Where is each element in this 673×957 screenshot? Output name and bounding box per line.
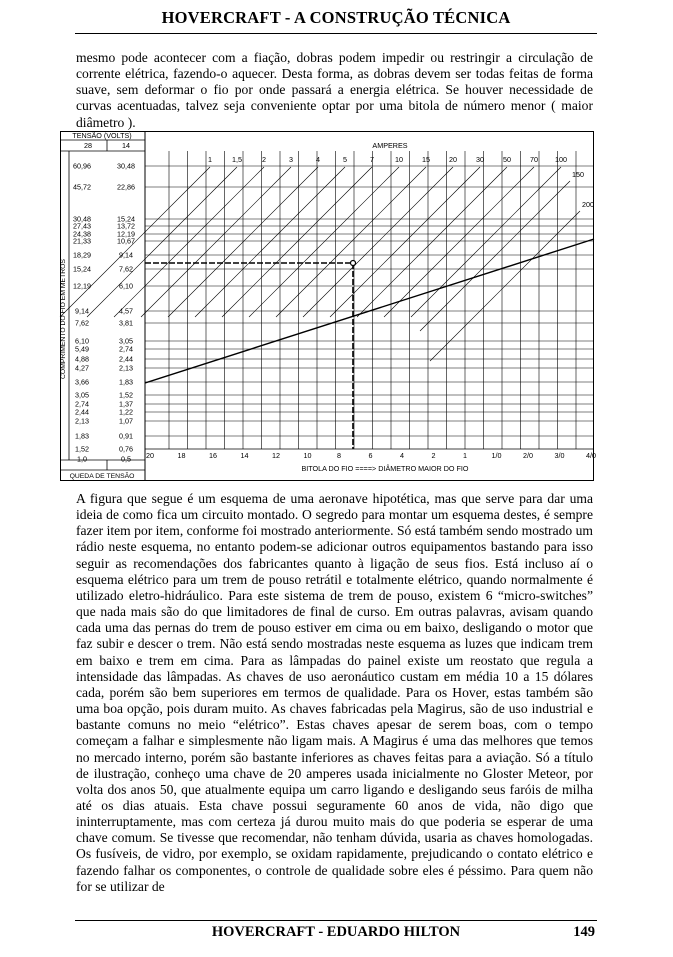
- length-14v-label: 4,57: [119, 306, 133, 316]
- ampere-tick-label: 70: [530, 155, 538, 164]
- length-14v-label: 0,91: [119, 431, 133, 441]
- length-28v-label: 3,66: [75, 377, 89, 387]
- length-14v-label: 3,05: [119, 336, 133, 346]
- ampere-tick-label: 20: [449, 155, 457, 164]
- length-28v-label: 15,24: [73, 264, 91, 274]
- length-14v-label: 7,62: [119, 264, 133, 274]
- length-28v-label: 21,33: [73, 236, 91, 246]
- voltage-header: TENSÃO (VOLTS): [72, 131, 132, 140]
- length-14v-label: 0,76: [119, 444, 133, 454]
- length-28v-label: 4,27: [75, 363, 89, 373]
- amperes-label: AMPERES: [372, 141, 408, 150]
- length-28v-label: 7,62: [75, 318, 89, 328]
- voltage-28-label: 28: [84, 141, 92, 150]
- length-28v-label: 45,72: [73, 182, 91, 192]
- ampere-tick-label: 10: [395, 155, 403, 164]
- header-title: HOVERCRAFT - A CONSTRUÇÃO TÉCNICA: [161, 8, 511, 27]
- ampere-tick-label: 15: [422, 155, 430, 164]
- gauge-tick-label: 18: [177, 451, 186, 460]
- length-28v-label: 24,38: [73, 229, 91, 239]
- wire-gauge-chart: [60, 131, 594, 481]
- length-14v-label: 2,74: [119, 344, 133, 354]
- length-28v-label: 27,43: [73, 221, 91, 231]
- ampere-tick-label: 100: [555, 155, 567, 164]
- length-14v-label: 30,48: [117, 161, 135, 171]
- ampere-diagonal-14: [420, 181, 570, 331]
- gauge-tick-label: 14: [240, 451, 249, 460]
- ampere-tick-label: 1: [208, 155, 212, 164]
- ampere-diagonal-9: [303, 167, 453, 317]
- length-28v-label: 18,29: [73, 250, 91, 260]
- gauge-tick-label: 4/0: [586, 451, 596, 460]
- gauge-tick-label: 16: [209, 451, 217, 460]
- length-14v-label: 9,14: [119, 250, 133, 260]
- length-14v-label: 6,10: [119, 281, 133, 291]
- ampere-diagonal-13: [411, 167, 561, 317]
- length-14v-label: 2,44: [119, 354, 133, 364]
- ampere-diagonal-11: [357, 167, 507, 317]
- ampere-tick-label: 3: [289, 155, 293, 164]
- voltage-14-label: 14: [122, 141, 130, 150]
- gauge-tick-label: 8: [337, 451, 341, 460]
- gauge-tick-label: 3/0: [554, 451, 565, 460]
- ampere-diagonal-7: [249, 167, 399, 317]
- length-14v-label: 1,83: [119, 377, 133, 387]
- length-28v-label: 5,49: [75, 344, 89, 354]
- gauge-tick-label: 6: [368, 451, 373, 460]
- ampere-tick-label: 7: [370, 155, 374, 164]
- gauge-tick-label: 4: [400, 451, 404, 460]
- length-28v-label: 2,74: [75, 399, 89, 409]
- length-14v-label: 15,24: [117, 214, 135, 224]
- length-14v-label: 13,72: [117, 221, 135, 231]
- y-axis-label: COMPRIMENTO DO FIO EM METROS: [60, 259, 67, 379]
- length-28v-label: 6,10: [75, 336, 89, 346]
- gauge-tick-label: 12: [272, 451, 280, 460]
- length-28v-label: 4,88: [75, 354, 89, 364]
- voltage-drop-label: QUEDA DE TENSÃO: [69, 473, 135, 480]
- x-axis-label: BITOLA DO FIO ====> DIÂMETRO MAIOR DO FIO: [301, 464, 469, 473]
- length-14v-label: 2,13: [119, 363, 133, 373]
- ampere-diagonal-12: [384, 167, 534, 317]
- page-header: [75, 8, 597, 34]
- length-14v-label: 0,5: [121, 454, 131, 464]
- ampere-tick-label: 150: [572, 170, 584, 179]
- length-14v-label: 1,52: [119, 390, 133, 400]
- page-footer: [75, 920, 597, 941]
- length-28v-label: 1,52: [75, 444, 89, 454]
- example-point: [351, 261, 356, 266]
- length-28v-label: 2,44: [75, 407, 89, 417]
- gauge-tick-label: 1/0: [491, 451, 502, 460]
- paragraph-2: A figura que segue é um esquema de uma aeronave hipotética, mas que serve para dar uma ideia de como fica um circuito montado. O segredo para montar um esquema destes, é sempre fazer item por item, conforme foi mostrado anteriormente. Só está também sendo mostrado um rádio neste esquema, no entanto podem-se adicionar outros equipamentos bastando para isso seguir as recomendações dos fabricantes quanto à ligação de seus fios. Está incluso aí o esquema elétrico para um trem de pouso retrátil e totalmente elétrico, quando normalmente é utilizado eletro-hidráulico. Para este sistema de trem de pouso, existem 6 “micro-switches” que nada mais são do que limitadores de final de curso. Em outras palavras, avisam quando cada uma das pernas do trem de pouso estiver em cima ou em baixo, desligando o motor que faz subir e descer o trem. Não está sendo mostradas neste esquema as luzes que indicam trem em baixo e trem em cima. Para as lâmpadas do painel existe um reostato que regula a intensidade das lâmpadas. As chaves de uso aeronáutico custam em média 10 a 15 dólares cada, porém são bem superiores em termos de qualidade. Para os Hover, estas também são uma boa opção, pois duram muito. As chaves fabricadas pela Magirus, são de uso industrial e bastante comuns no meio “elétrico”. Estas chaves apesar de serem boas, com o tempo começam a falhar e simplesmente não ligam mais. A Magirus é uma das melhores que temos no mercado interno, porém são bastante inferiores as chaves feitas para a aviação. Só a título de ilustração, conheço uma chave de 20 amperes usada inicialmente no Gloster Meteor, por volta dos anos 50, que atualmente equipa um carro ligando e desligando seus faróis de milha até os dias atuais. Esta chave possui seguramente 60 anos de vida, não digo que ininterruptamente, mas com certeza já durou muito mais do que poderia se esperar de uma chave comum. Se tivesse que recomendar, não tenham dúvida, usaria as chaves homologadas. Os fusíveis, de vidro, por exemplo, se oxidam rapidamente, prejudicando o contato elétrico e fazendo falhar os componentes, o controle de qualidade sobre eles é péssimo. Para quem não for se utilizar de: [76, 491, 593, 894]
- ampere-tick-label: 200: [582, 200, 594, 209]
- length-28v-label: 30,48: [73, 214, 91, 224]
- length-28v-label: 60,96: [73, 161, 91, 171]
- ampere-tick-label: 4: [316, 155, 320, 164]
- ampere-tick-label: 2: [262, 155, 266, 164]
- length-14v-label: 22,86: [117, 182, 135, 192]
- length-28v-label: 1,0: [77, 454, 87, 464]
- ampere-tick-label: 50: [503, 155, 511, 164]
- ampere-diagonal-3: [141, 167, 291, 317]
- gauge-tick-label: 20: [146, 451, 154, 460]
- ampere-diagonal-5: [195, 167, 345, 317]
- length-28v-label: 12,19: [73, 281, 91, 291]
- ampere-diagonal-10: [330, 167, 480, 317]
- footer-title: HOVERCRAFT - EDUARDO HILTON: [211, 924, 461, 940]
- paragraph-1: mesmo pode acontecer com a fiação, dobras podem impedir ou restringir a circulação de corrente elétrica, fazendo-o aquecer. Desta forma, as dobras devem ser todas feitas de forma suave, sem deformar o fio por onde passará a energia elétrica. Se houver necessidade de curvas acentuadas, talvez seja conveniente optar por uma bitola de número menor ( maior diâmetro ).: [76, 50, 593, 130]
- ampere-tick-label: 5: [343, 155, 347, 164]
- length-14v-label: 10,67: [117, 236, 135, 246]
- ampere-diagonal-2: [114, 167, 264, 317]
- gauge-tick-label: 2: [431, 451, 436, 460]
- length-14v-label: 1,37: [119, 399, 133, 409]
- gauge-tick-label: 1: [463, 451, 467, 460]
- length-28v-label: 9,14: [75, 306, 89, 316]
- length-14v-label: 1,07: [119, 416, 133, 426]
- length-14v-label: 3,81: [119, 318, 133, 328]
- length-28v-label: 2,13: [75, 416, 89, 426]
- ampere-diagonal-6: [222, 167, 372, 317]
- length-28v-label: 3,05: [75, 390, 89, 400]
- length-14v-label: 1,22: [119, 407, 133, 417]
- ampere-tick-label: 1,5: [232, 155, 242, 164]
- page-number: 149: [573, 924, 595, 940]
- length-14v-label: 12,19: [117, 229, 135, 239]
- ampere-diagonal-1: [87, 167, 237, 317]
- ampere-tick-label: 30: [476, 155, 484, 164]
- gauge-tick-label: 10: [303, 451, 312, 460]
- gauge-tick-label: 2/0: [523, 451, 533, 460]
- length-28v-label: 1,83: [75, 431, 89, 441]
